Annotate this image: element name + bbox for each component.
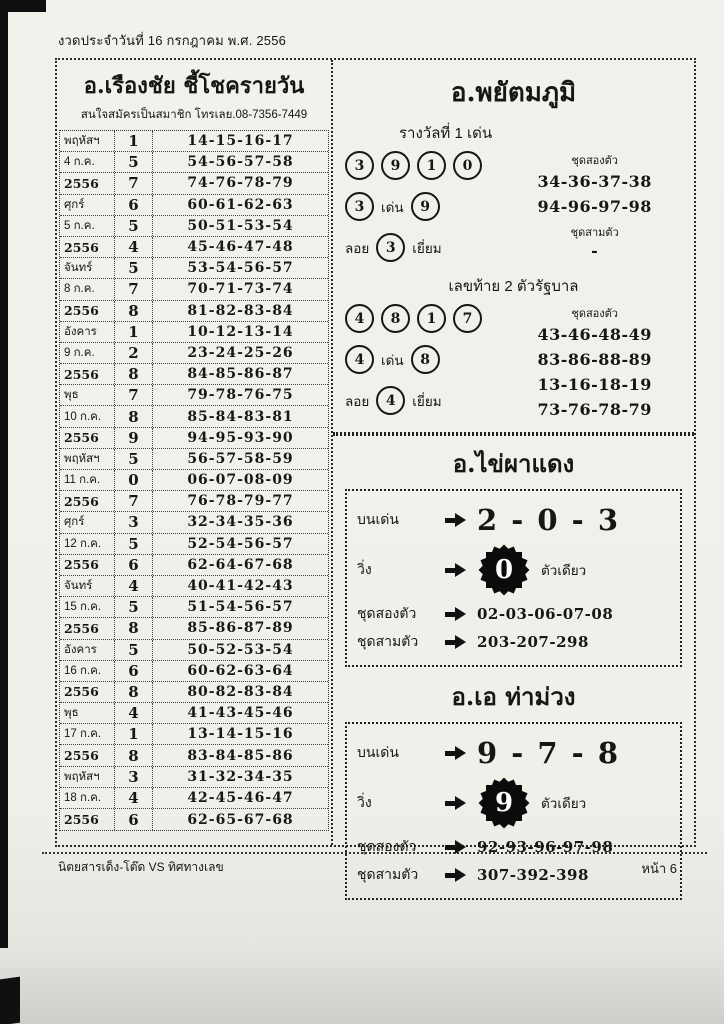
date-cell: 11 ก.ค. (60, 470, 115, 490)
numbers-cell: 94-95-93-90 (187, 429, 294, 446)
number-set: 94-96-97-98 (537, 197, 652, 216)
date-cell: 16 ก.ค. (60, 661, 115, 681)
section-payatmapoom (337, 60, 690, 422)
wing-digit: 0 (494, 555, 514, 585)
date-cell: 8 ก.ค. (60, 279, 115, 299)
three-digit-label: ชุดสามตัว (357, 866, 419, 882)
circled-digit: 3 (376, 233, 405, 262)
section1-title: อ.พยัตมภูมิ (450, 78, 577, 108)
loy-row (345, 233, 499, 262)
block2-circles (337, 300, 499, 422)
digit-cell: 5 (115, 597, 153, 617)
numbers-cell: 13-14-15-16 (187, 726, 294, 743)
den-label: เด่น (381, 352, 404, 368)
arrow-right-icon (445, 796, 467, 810)
date-cell: 18 ก.ค. (60, 788, 115, 808)
numbers-cell: 62-65-67-68 (187, 811, 294, 828)
circle-row (345, 304, 499, 333)
numbers-cell: 42-45-46-47 (187, 789, 294, 806)
loy-row (345, 386, 499, 415)
digit-cell: 8 (115, 406, 153, 426)
table-row (60, 428, 328, 449)
left-panel-title: อ.เรืองชัย ชี้โชครายวัน (83, 73, 305, 99)
digit-cell: 2 (115, 343, 153, 363)
digit-cell: 1 (115, 131, 153, 151)
block1 (337, 147, 690, 262)
two-digit-value: 92-93-96-97-98 (477, 838, 614, 856)
numbers-cell: 81-82-83-84 (187, 302, 294, 319)
wing-row (357, 776, 670, 830)
table-row (60, 343, 328, 364)
bon-den-value: 9 - 7 - 8 (477, 736, 620, 770)
circle-row (345, 151, 499, 180)
page-footer (42, 852, 707, 879)
numbers-cell: 53-54-56-57 (187, 260, 294, 277)
scan-corner-top-left (0, 0, 46, 12)
digit-cell: 1 (115, 322, 153, 342)
circled-digit: 9 (411, 192, 440, 221)
numbers-cell: 50-51-53-54 (187, 217, 294, 234)
numbers-cell: 31-32-34-35 (187, 768, 294, 785)
numbers-cell: 51-54-56-57 (187, 599, 294, 616)
table-row (60, 301, 328, 322)
digit-cell: 6 (115, 555, 153, 575)
arrow-right-icon (445, 563, 467, 577)
digit-cell: 5 (115, 152, 153, 172)
circled-digit: 4 (376, 386, 405, 415)
table-row (60, 512, 328, 533)
year-cell: 2556 (60, 555, 115, 575)
table-row (60, 640, 328, 661)
year-cell: 2556 (60, 809, 115, 830)
three-digit-set-value: - (591, 241, 599, 260)
circled-digit: 8 (411, 345, 440, 374)
wing-suffix: ตัวเดียว (541, 796, 587, 811)
circled-digit: 1 (417, 151, 446, 180)
day-cell: พฤหัสฯ (60, 767, 115, 787)
table-row (60, 385, 328, 406)
table-row (60, 788, 328, 809)
three-digit-label: ชุดสามตัว (357, 633, 419, 649)
arrow-right-icon (445, 513, 467, 527)
arrow-right-icon (445, 746, 467, 760)
yiam-label: เยี่ยม (412, 393, 442, 409)
digit-cell: 3 (115, 512, 153, 532)
date-cell: 4 ก.ค. (60, 152, 115, 172)
digit-cell: 6 (115, 809, 153, 830)
loy-label: ลอย (345, 393, 370, 409)
digit-cell: 5 (115, 640, 153, 660)
year-cell: 2556 (60, 682, 115, 702)
loy-label: ลอย (345, 240, 370, 256)
wing-digit: 9 (494, 788, 514, 818)
date-cell: 9 ก.ค. (60, 343, 115, 363)
footer-magazine-title: นิตยสารเด็ง-โต๊ด VS ทิศทางเลข (58, 860, 224, 874)
digit-cell: 8 (115, 745, 153, 765)
three-digit-value: 307-392-398 (477, 866, 589, 884)
arrow-right-icon (445, 635, 467, 649)
block2-sets (499, 300, 690, 422)
digit-cell: 7 (115, 491, 153, 511)
number-set: 43-46-48-49 (537, 325, 652, 344)
date-cell: 15 ก.ค. (60, 597, 115, 617)
numbers-cell: 85-86-87-89 (187, 620, 294, 637)
left-panel-subtitle: สนใจสมัครเป็นสมาชิก โทรเลย.08-7356-7449 (80, 109, 308, 121)
circled-digit: 3 (345, 192, 374, 221)
digit-cell: 8 (115, 618, 153, 638)
day-cell: จันทร์ (60, 258, 115, 278)
digit-cell: 3 (115, 767, 153, 787)
table-row (60, 237, 328, 258)
digit-cell: 7 (115, 385, 153, 405)
year-cell: 2556 (60, 237, 115, 257)
digit-cell: 6 (115, 195, 153, 215)
table-row (60, 534, 328, 555)
year-cell: 2556 (60, 301, 115, 321)
table-row (60, 597, 328, 618)
bon-den-label: บนเด่น (357, 744, 399, 760)
wing-label: วิ่ง (357, 794, 372, 810)
table-row (60, 216, 328, 237)
digit-cell: 8 (115, 364, 153, 384)
day-cell: พุธ (60, 703, 115, 723)
two-digit-set-label: ชุดสองตัว (571, 155, 618, 167)
numbers-cell: 50-52-53-54 (187, 641, 294, 658)
date-cell: 10 ก.ค. (60, 406, 115, 426)
digit-cell: 1 (115, 724, 153, 744)
arrow-right-icon (445, 607, 467, 621)
table-row (60, 576, 328, 597)
table-row (60, 470, 328, 491)
year-cell: 2556 (60, 491, 115, 511)
three-digit-value: 203-207-298 (477, 633, 589, 651)
tips-box (345, 489, 682, 667)
numbers-cell: 52-54-56-57 (187, 535, 294, 552)
digit-cell: 5 (115, 534, 153, 554)
numbers-cell: 85-84-83-81 (187, 408, 294, 425)
digit-cell: 4 (115, 576, 153, 596)
section2-title: อ.ไข่ผาแดง (452, 449, 575, 478)
year-cell: 2556 (60, 428, 115, 448)
day-cell: จันทร์ (60, 576, 115, 596)
numbers-cell: 56-57-58-59 (187, 450, 294, 467)
digit-cell: 4 (115, 788, 153, 808)
digit-cell: 5 (115, 449, 153, 469)
three-digit-set-label: ชุดสามตัว (570, 227, 619, 239)
block2 (337, 300, 690, 422)
day-cell: ศุกร์ (60, 512, 115, 532)
digit-cell: 5 (115, 216, 153, 236)
bon-den-value: 2 - 0 - 3 (477, 503, 620, 537)
year-cell: 2556 (60, 618, 115, 638)
digit-cell: 4 (115, 237, 153, 257)
scan-edge-left (0, 0, 8, 948)
table-row (60, 173, 328, 194)
bon-den-row (357, 736, 670, 770)
number-set: 83-86-88-89 (537, 350, 652, 369)
bon-den-label: บนเด่น (357, 511, 399, 527)
table-row (60, 682, 328, 703)
table-row (60, 322, 328, 343)
table-row (60, 406, 328, 427)
numbers-cell: 06-07-08-09 (187, 472, 294, 489)
digit-cell: 8 (115, 682, 153, 702)
numbers-cell: 41-43-45-46 (187, 705, 294, 722)
two-digit-row (357, 603, 670, 625)
table-row (60, 703, 328, 724)
number-set: 34-36-37-38 (537, 172, 652, 191)
section3-title: อ.เอ ท่าม่วง (451, 682, 576, 711)
digit-cell: 6 (115, 661, 153, 681)
table-row (60, 724, 328, 745)
numbers-cell: 54-56-57-58 (187, 154, 294, 171)
date-cell: 12 ก.ค. (60, 534, 115, 554)
numbers-cell: 40-41-42-43 (187, 578, 294, 595)
digit-cell: 7 (115, 279, 153, 299)
circled-digit: 9 (381, 151, 410, 180)
issue-date: งวดประจำวันที่ 16 กรกฎาคม พ.ศ. 2556 (58, 33, 287, 48)
seal-badge (477, 543, 531, 597)
digit-cell: 9 (115, 428, 153, 448)
circled-digit: 0 (453, 151, 482, 180)
numbers-cell: 76-78-79-77 (187, 493, 294, 510)
day-cell: พฤหัสฯ (60, 131, 115, 151)
block1-circles (337, 147, 499, 262)
footer-page-number: หน้า 6 (641, 861, 677, 876)
table-row (60, 491, 328, 512)
numbers-cell: 74-76-78-79 (187, 175, 294, 192)
last2-label: เลขท้าย 2 ตัวรัฐบาล (448, 278, 579, 295)
numbers-cell: 84-85-86-87 (187, 366, 294, 383)
wing-label: วิ่ง (357, 561, 372, 577)
table-row (60, 258, 328, 279)
prize1-label: รางวัลที่ 1 เด่น (399, 125, 493, 142)
circled-digit: 3 (345, 151, 374, 180)
digit-cell: 0 (115, 470, 153, 490)
date-cell: 5 ก.ค. (60, 216, 115, 236)
table-row (60, 279, 328, 300)
table-row (60, 131, 328, 152)
block1-sets (499, 147, 690, 262)
circled-digit: 8 (381, 304, 410, 333)
year-cell: 2556 (60, 173, 115, 193)
table-row (60, 745, 328, 766)
digit-cell: 7 (115, 173, 153, 193)
number-set: 73-76-78-79 (537, 400, 652, 419)
table-row (60, 195, 328, 216)
numbers-cell: 70-71-73-74 (187, 281, 294, 298)
two-digit-label: ชุดสองตัว (357, 838, 417, 854)
three-digit-row (357, 631, 670, 653)
den-label: เด่น (381, 199, 404, 215)
table-row (60, 449, 328, 470)
numbers-cell: 14-15-16-17 (187, 133, 294, 150)
numbers-cell: 62-64-67-68 (187, 556, 294, 573)
numbers-cell: 23-24-25-26 (187, 344, 294, 361)
day-cell: อังคาร (60, 640, 115, 660)
day-cell: ศุกร์ (60, 195, 115, 215)
den-row (345, 345, 499, 374)
table-row (60, 555, 328, 576)
numbers-cell: 80-82-83-84 (187, 683, 294, 700)
number-set: 13-16-18-19 (537, 375, 652, 394)
daily-tips-table (59, 130, 329, 831)
table-row (60, 152, 328, 173)
table-row (60, 364, 328, 385)
numbers-cell: 79-78-76-75 (187, 387, 294, 404)
wing-row (357, 543, 670, 597)
circled-digit: 1 (417, 304, 446, 333)
day-cell: พุธ (60, 385, 115, 405)
two-digit-value: 02-03-06-07-08 (477, 605, 614, 623)
numbers-cell: 45-46-47-48 (187, 239, 294, 256)
table-row (60, 809, 328, 830)
two-digit-label: ชุดสองตัว (357, 605, 417, 621)
date-cell: 17 ก.ค. (60, 724, 115, 744)
table-row (60, 661, 328, 682)
numbers-cell: 10-12-13-14 (187, 323, 294, 340)
numbers-cell: 83-84-85-86 (187, 747, 294, 764)
seal-badge (477, 776, 531, 830)
day-cell: พฤหัสฯ (60, 449, 115, 469)
numbers-cell: 60-62-63-64 (187, 662, 294, 679)
digit-cell: 8 (115, 301, 153, 321)
digit-cell: 4 (115, 703, 153, 723)
circled-digit: 7 (453, 304, 482, 333)
year-cell: 2556 (60, 745, 115, 765)
section-khai-pha-daeng (337, 436, 690, 669)
yiam-label: เยี่ยม (412, 240, 442, 256)
table-row (60, 618, 328, 639)
circled-digit: 4 (345, 304, 374, 333)
day-cell: อังคาร (60, 322, 115, 342)
numbers-cell: 60-61-62-63 (187, 196, 294, 213)
wing-suffix: ตัวเดียว (541, 563, 587, 578)
table-row (60, 767, 328, 788)
den-row (345, 192, 499, 221)
digit-cell: 5 (115, 258, 153, 278)
numbers-cell: 32-34-35-36 (187, 514, 294, 531)
year-cell: 2556 (60, 364, 115, 384)
bon-den-row (357, 503, 670, 537)
left-panel (57, 60, 333, 845)
circled-digit: 4 (345, 345, 374, 374)
two-digit-set-label: ชุดสองตัว (571, 308, 618, 320)
scan-corner-bottom-left (0, 977, 20, 1024)
